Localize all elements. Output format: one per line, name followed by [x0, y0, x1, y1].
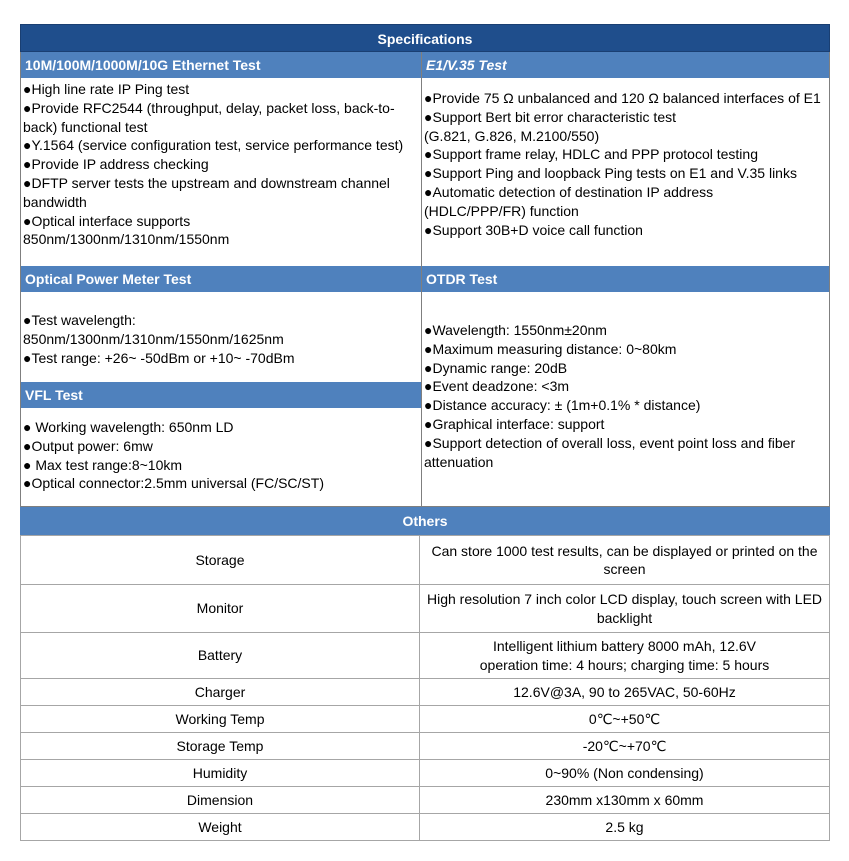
list-item: ●Automatic detection of destination IP address (HDLC/PPP/FR) function — [424, 183, 714, 219]
ethernet-header: 10M/100M/1000M/10G Ethernet Test — [21, 52, 421, 78]
row-key: Working Temp — [21, 706, 420, 733]
list-item: ●Y.1564 (service configuration test, service performance test) — [23, 137, 404, 154]
row-value: Can store 1000 test results, can be displayed or printed on the screen — [420, 536, 830, 585]
list-item: ●Support detection of overall loss, event point loss and fiber attenuation — [424, 434, 796, 470]
section-row-1-content — [20, 78, 830, 266]
list-item: (G.821, G.826, M.2100/550) — [424, 127, 600, 144]
row-key: Storage Temp — [21, 733, 420, 760]
table-row — [21, 760, 830, 787]
row-key: Humidity — [21, 760, 420, 787]
row-value-line-2: operation time: 4 hours; charging time: 5 hours — [479, 656, 770, 673]
others-table — [20, 535, 830, 841]
row-key: Monitor — [21, 585, 420, 633]
list-item: ●Optical interface supports 850nm/1300nm/1310nm/1550nm — [23, 212, 230, 248]
list-item: ●Provide 75 Ω unbalanced and 120 Ω balanced interfaces of E1 — [424, 90, 821, 106]
list-item: ●Optical connector:2.5mm universal (FC/SC/ST) — [23, 475, 324, 492]
list-item: ●Test range: +26~ -50dBm or +10~ -70dBm — [23, 349, 295, 366]
list-item: ●Graphical interface: support — [424, 415, 605, 432]
e1-list — [422, 78, 829, 266]
row-key: Charger — [21, 679, 420, 706]
row-value: -20℃~+70℃ — [420, 733, 830, 760]
list-item: ●Dynamic range: 20dB — [424, 359, 568, 376]
otdr-list — [422, 292, 829, 473]
row-value — [420, 633, 830, 679]
list-item: ●High line rate IP Ping test — [23, 81, 190, 97]
table-row — [21, 733, 830, 760]
table-row — [21, 633, 830, 679]
row-value: 230mm x130mm x 60mm — [420, 787, 830, 814]
list-item: ●Wavelength: 1550nm±20nm — [424, 322, 607, 338]
section-row-1 — [20, 52, 830, 78]
table-row — [21, 679, 830, 706]
table-row — [21, 536, 830, 585]
list-item: ●Maximum measuring distance: 0~80km — [424, 340, 677, 357]
row-key: Storage — [21, 536, 420, 585]
vfl-header: VFL Test — [21, 382, 421, 408]
row-value: 0~90% (Non condensing) — [420, 760, 830, 787]
spec-sheet — [20, 24, 830, 841]
opm-header: Optical Power Meter Test — [21, 266, 421, 292]
list-item: ●Output power: 6mw — [23, 437, 153, 454]
row-value-line-1: Intelligent lithium battery 8000 mAh, 12.6V — [492, 638, 757, 654]
list-item: ●Support Ping and loopback Ping tests on E1 and V.35 links — [424, 165, 797, 182]
list-item: ●Support Bert bit error characteristic test — [424, 108, 676, 125]
list-item: ●Distance accuracy: ± (1m+0.1% * distance) — [424, 397, 701, 414]
row-value: 12.6V@3A, 90 to 265VAC, 50-60Hz — [420, 679, 830, 706]
list-item: ●Support frame relay, HDLC and PPP protocol testing — [424, 146, 758, 163]
table-row — [21, 814, 830, 841]
table-row — [21, 706, 830, 733]
otdr-header: OTDR Test — [422, 266, 829, 292]
list-item: ●Provide IP address checking — [23, 156, 209, 173]
section-row-2 — [20, 266, 830, 507]
list-item: ● Working wavelength: 650nm LD — [23, 419, 234, 435]
opm-list — [21, 292, 421, 382]
list-item: ●Provide RFC2544 (throughput, delay, packet loss, back-to-back) functional test — [23, 99, 395, 135]
others-header: Others — [20, 507, 830, 535]
vfl-list — [21, 408, 421, 495]
table-row — [21, 787, 830, 814]
specifications-title: Specifications — [20, 24, 830, 52]
row-value: High resolution 7 inch color LCD display, touch screen with LED backlight — [420, 585, 830, 633]
list-item: ●DFTP server tests the upstream and downstream channel bandwidth — [23, 174, 390, 210]
list-item: ●Support 30B+D voice call function — [424, 221, 643, 238]
row-key: Battery — [21, 633, 420, 679]
row-key: Weight — [21, 814, 420, 841]
row-key: Dimension — [21, 787, 420, 814]
list-item: ●Test wavelength: 850nm/1300nm/1310nm/1550nm/1625nm — [23, 312, 284, 347]
row-value: 0℃~+50℃ — [420, 706, 830, 733]
ethernet-list — [21, 78, 421, 266]
list-item: ● Max test range:8~10km — [23, 456, 183, 473]
e1-header: E1/V.35 Test — [422, 52, 829, 78]
list-item: ●Event deadzone: <3m — [424, 378, 570, 395]
row-value: 2.5 kg — [420, 814, 830, 841]
table-row — [21, 585, 830, 633]
